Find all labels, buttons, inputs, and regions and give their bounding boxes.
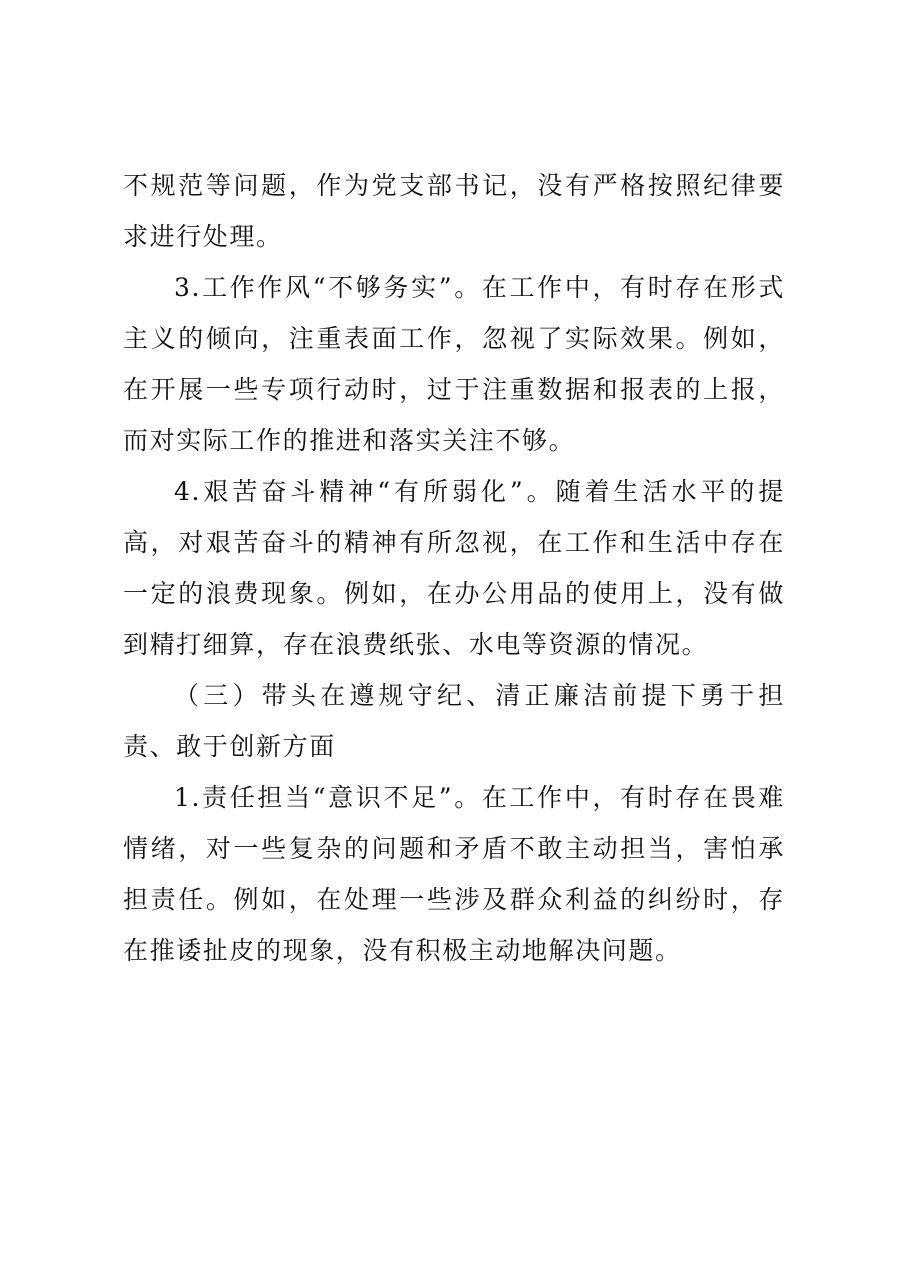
paragraph-continuation: 不规范等问题，作为党支部书记，没有严格按照纪律要求进行处理。 — [123, 171, 785, 251]
paragraph-hard-work-spirit: 4.艰苦奋斗精神“有所弱化”。随着生活水平的提高，对艰苦奋斗的精神有所忽视，在工作和生活中存在一定的浪费现象。例如，在办公用品的使用上，没有做到精打细算，存在浪费纸张、水电等资源的情况。 — [123, 477, 785, 659]
paragraph-work-style: 3.工作作风“不够务实”。在工作中，有时存在形式主义的倾向，注重表面工作，忽视了实际效果。例如，在开展一些专项行动时，过于注重数据和报表的上报，而对实际工作的推进和落实关注不够。 — [123, 273, 785, 455]
paragraph-responsibility: 1.责任担当“意识不足”。在工作中，有时存在畏难情绪，对一些复杂的问题和矛盾不敢主动担当，害怕承担责任。例如，在处理一些涉及群众利益的纠纷时，存在推诿扯皮的现象，没有积极主动地解决问题。 — [123, 783, 785, 965]
document-body — [123, 160, 785, 976]
section-heading-three: （三）带头在遵规守纪、清正廉洁前提下勇于担责、敢于创新方面 — [123, 681, 785, 761]
